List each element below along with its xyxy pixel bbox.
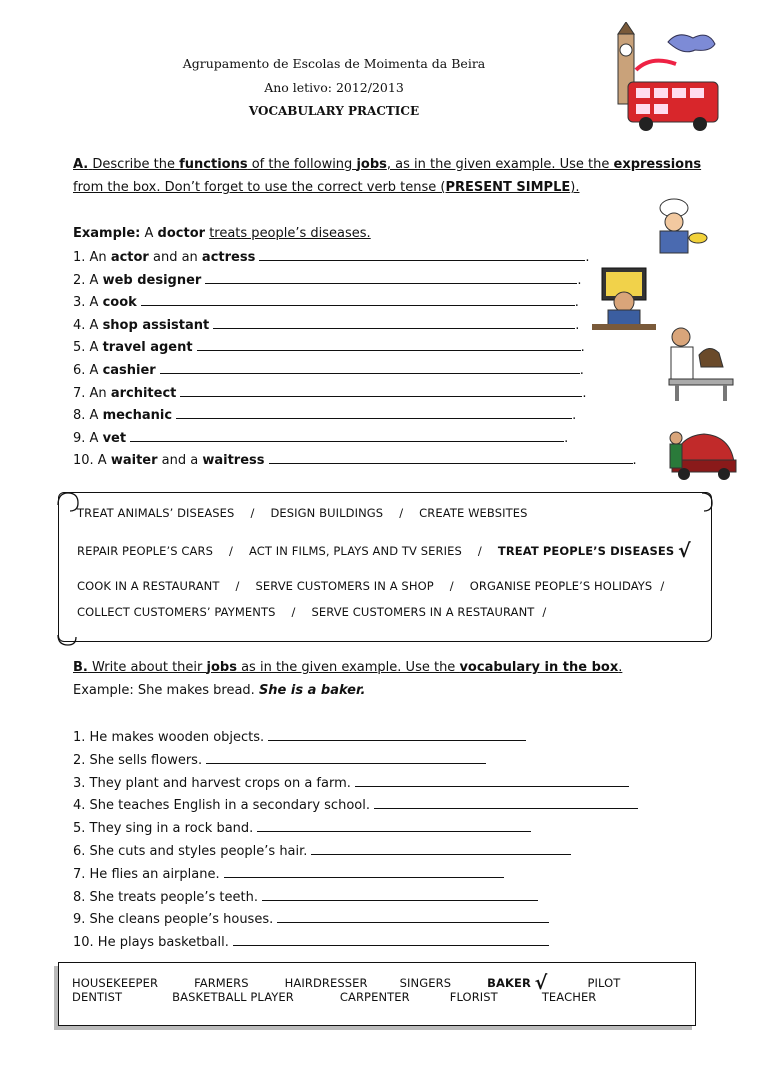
answer-blank[interactable]	[197, 339, 581, 351]
sentence-item-1: 1. He makes wooden objects.	[73, 729, 526, 746]
section-a-example: Example: A doctor treats people’s diseases.	[73, 226, 371, 241]
answer-blank[interactable]	[233, 934, 549, 946]
sentence-item-8: 8. She treats people’s teeth.	[73, 889, 538, 906]
london-bus-clipart	[598, 22, 723, 137]
sentence-item-7: 7. He flies an airplane.	[73, 866, 504, 883]
job-item-5: 5. A travel agent .	[73, 340, 585, 356]
section-b-instructions: B. Write about their jobs as in the given example. Use the vocabulary in the box.	[73, 660, 623, 675]
answer-blank[interactable]	[257, 820, 531, 832]
answer-blank[interactable]	[262, 889, 538, 901]
check-mark-icon: √	[677, 540, 691, 562]
cook-clipart	[650, 198, 710, 258]
answer-blank[interactable]	[277, 911, 549, 923]
answer-blank[interactable]	[374, 797, 638, 809]
sentence-item-2: 2. She sells flowers.	[73, 752, 486, 769]
job-item-4: 4. A shop assistant .	[73, 317, 580, 333]
job-item-7: 7. An architect .	[73, 385, 587, 401]
vet-clipart	[665, 325, 737, 405]
job-item-10: 10. A waiter and a waitress .	[73, 453, 637, 469]
vocabulary-row-1: HOUSEKEEPER FARMERS HAIRDRESSER SINGERS BAKER √ PILOT	[72, 972, 621, 994]
expressions-row-1: TREAT ANIMALS’ DISEASES / DESIGN BUILDINGS / CREATE WEBSITES	[77, 506, 528, 520]
job-item-3: 3. A cook .	[73, 295, 579, 311]
answer-blank[interactable]	[311, 843, 571, 855]
section-a-instructions-line1: A. Describe the functions of the following jobs, as in the given example. Use the expressions	[73, 157, 702, 172]
answer-blank[interactable]	[130, 430, 564, 442]
answer-blank[interactable]	[176, 407, 572, 419]
page-title: VOCABULARY PRACTICE	[248, 104, 420, 118]
answer-blank[interactable]	[268, 729, 526, 741]
mechanic-clipart	[664, 422, 740, 482]
job-item-2: 2. A web designer .	[73, 272, 582, 288]
job-item-1: 1. An actor and an actress .	[73, 250, 590, 265]
job-item-6: 6. A cashier .	[73, 363, 584, 378]
check-mark-icon: √	[534, 972, 548, 994]
answer-blank[interactable]	[205, 272, 577, 284]
expressions-row-4: COLLECT CUSTOMERS’ PAYMENTS / SERVE CUSTOMERS IN A RESTAURANT /	[77, 605, 547, 619]
sentence-item-3: 3. They plant and harvest crops on a farm.	[73, 775, 629, 792]
job-item-9: 9. A vet .	[73, 430, 569, 446]
sentence-item-9: 9. She cleans people’s houses.	[73, 911, 549, 928]
answer-blank[interactable]	[141, 294, 575, 306]
answer-blank[interactable]	[160, 362, 580, 374]
answer-blank[interactable]	[206, 752, 486, 764]
school-year: Ano letivo: 2012/2013	[264, 80, 404, 95]
answer-blank[interactable]	[269, 452, 633, 464]
section-a-instructions-line2: from the box. Don’t forget to use the correct verb tense (PRESENT SIMPLE).	[73, 180, 580, 195]
expressions-row-3: COOK IN A RESTAURANT / SERVE CUSTOMERS IN A SHOP / ORGANISE PEOPLE’S HOLIDAYS /	[77, 579, 665, 593]
sentence-item-10: 10. He plays basketball.	[73, 934, 549, 951]
section-b-example: Example: She makes bread. She is a baker.	[73, 683, 366, 698]
answer-blank[interactable]	[213, 317, 575, 329]
answer-blank[interactable]	[259, 249, 585, 261]
vocabulary-row-2: DENTIST BASKETBALL PLAYER CARPENTER FLORIST TEACHER	[72, 990, 597, 1004]
sentence-item-4: 4. She teaches English in a secondary school.	[73, 797, 638, 814]
answer-blank[interactable]	[355, 775, 629, 787]
answer-blank[interactable]	[180, 385, 582, 397]
school-name: Agrupamento de Escolas de Moimenta da Beira	[182, 56, 486, 71]
job-item-8: 8. A mechanic .	[73, 408, 577, 424]
answer-blank[interactable]	[224, 866, 504, 878]
sentence-item-5: 5. They sing in a rock band.	[73, 820, 531, 837]
sentence-item-6: 6. She cuts and styles people’s hair.	[73, 843, 571, 860]
web-designer-clipart	[588, 264, 660, 334]
expressions-row-2: REPAIR PEOPLE’S CARS / ACT IN FILMS, PLAYS AND TV SERIES / TREAT PEOPLE’S DISEASES √	[77, 540, 691, 562]
